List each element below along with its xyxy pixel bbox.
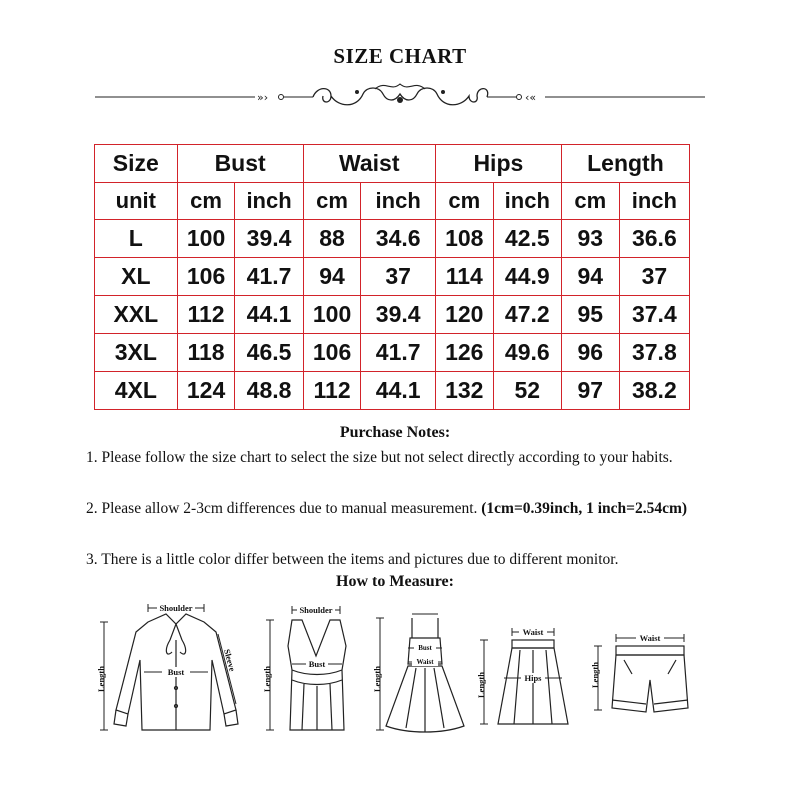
value-cell: 44.9 [493, 257, 561, 295]
value-cell: 100 [177, 219, 235, 257]
unit-cell: inch [493, 183, 561, 220]
table-row [95, 295, 690, 333]
unit-cell: unit [95, 183, 178, 220]
header-hips: Hips [435, 145, 561, 183]
value-cell: 49.6 [493, 333, 561, 371]
value-cell: 112 [303, 371, 361, 409]
unit-cell: cm [561, 183, 619, 220]
value-cell: 112 [177, 295, 235, 333]
value-cell: 52 [493, 371, 561, 409]
size-chart-title: SIZE CHART [333, 44, 467, 68]
waist-label: Waist [522, 627, 544, 637]
table-units-row [95, 183, 690, 220]
size-cell: 3XL [95, 333, 178, 371]
size-cell: 4XL [95, 371, 178, 409]
purchase-notes-title: Purchase Notes: [339, 424, 451, 441]
shoulder-label: Shoulder [299, 605, 333, 615]
value-cell: 37 [619, 257, 689, 295]
note-1: 1. Please follow the size chart to select the size but not select directly according to your habits. [86, 449, 673, 466]
value-cell: 97 [561, 371, 619, 409]
value-cell: 100 [303, 295, 361, 333]
value-cell: 88 [303, 219, 361, 257]
value-cell: 39.4 [235, 219, 303, 257]
value-cell: 124 [177, 371, 235, 409]
unit-cell: cm [435, 183, 493, 220]
value-cell: 114 [435, 257, 493, 295]
note-2 [86, 497, 706, 520]
value-cell: 37 [361, 257, 435, 295]
value-cell: 38.2 [619, 371, 689, 409]
value-cell: 106 [177, 257, 235, 295]
waist-label: Waist [416, 658, 434, 666]
skirt-diagram [474, 600, 584, 740]
table-row [95, 257, 690, 295]
unit-cell: cm [303, 183, 361, 220]
value-cell: 41.7 [235, 257, 303, 295]
value-cell: 96 [561, 333, 619, 371]
value-cell: 34.6 [361, 219, 435, 257]
shorts-diagram [588, 600, 698, 740]
size-table [94, 144, 690, 410]
svg-text:‹«: ‹« [525, 91, 537, 104]
table-header-row [95, 145, 690, 183]
value-cell: 118 [177, 333, 235, 371]
value-cell: 48.8 [235, 371, 303, 409]
header-size: Size [95, 145, 178, 183]
note-2-conversion: (1cm=0.39inch, 1 inch=2.54cm) [481, 500, 688, 517]
unit-cell: cm [177, 183, 235, 220]
table-row [95, 219, 690, 257]
value-cell: 95 [561, 295, 619, 333]
size-cell: XL [95, 257, 178, 295]
how-to-measure-title: How to Measure: [336, 573, 454, 590]
bust-label: Bust [418, 644, 432, 652]
table-row [95, 371, 690, 409]
unit-cell: inch [235, 183, 303, 220]
header-bust: Bust [177, 145, 303, 183]
tank-top-diagram [262, 600, 362, 740]
note-3: 3. There is a little color differ between the items and pictures due to different monitor. [86, 551, 619, 568]
length-label: Length [96, 666, 106, 692]
length-label: Length [590, 662, 600, 688]
waist-label: Waist [639, 633, 661, 643]
value-cell: 126 [435, 333, 493, 371]
length-label: Length [372, 666, 382, 692]
header-length: Length [561, 145, 689, 183]
note-2-text: 2. Please allow 2-3cm differences due to manual measurement. [86, 500, 482, 517]
value-cell: 44.1 [361, 371, 435, 409]
shoulder-label: Shoulder [159, 603, 193, 613]
value-cell: 93 [561, 219, 619, 257]
value-cell: 41.7 [361, 333, 435, 371]
sleeve-label: Sleeve [222, 647, 238, 673]
value-cell: 47.2 [493, 295, 561, 333]
table-row [95, 333, 690, 371]
length-label: Length [476, 672, 486, 698]
value-cell: 37.4 [619, 295, 689, 333]
value-cell: 108 [435, 219, 493, 257]
ornament-divider-icon [95, 80, 705, 114]
value-cell: 94 [561, 257, 619, 295]
svg-text:»›: »› [257, 91, 269, 104]
bust-label: Bust [308, 659, 326, 669]
value-cell: 44.1 [235, 295, 303, 333]
unit-cell: inch [619, 183, 689, 220]
value-cell: 46.5 [235, 333, 303, 371]
unit-cell: inch [361, 183, 435, 220]
header-waist: Waist [303, 145, 435, 183]
value-cell: 94 [303, 257, 361, 295]
bust-label: Bust [167, 667, 185, 677]
value-cell: 132 [435, 371, 493, 409]
value-cell: 106 [303, 333, 361, 371]
size-cell: L [95, 219, 178, 257]
value-cell: 37.8 [619, 333, 689, 371]
value-cell: 120 [435, 295, 493, 333]
length-label: Length [262, 666, 272, 692]
value-cell: 36.6 [619, 219, 689, 257]
hips-label: Hips [524, 673, 542, 683]
size-cell: XXL [95, 295, 178, 333]
value-cell: 39.4 [361, 295, 435, 333]
value-cell: 42.5 [493, 219, 561, 257]
blouse-diagram [96, 600, 256, 740]
dress-diagram [372, 600, 472, 740]
